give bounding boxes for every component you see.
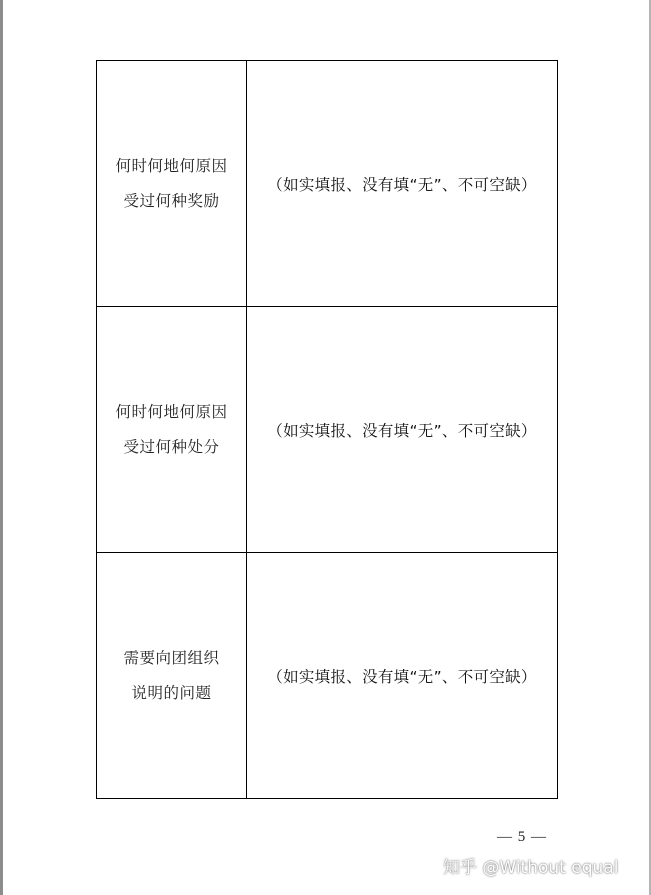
form-row-rewards <box>97 61 558 307</box>
field-label <box>97 395 246 465</box>
field-value-instruction: （如实填报、没有填“无”、不可空缺） <box>267 667 537 686</box>
field-label-cell <box>97 307 247 553</box>
field-label-line: 何时何地何原因 <box>115 156 228 175</box>
field-value-cell[interactable] <box>247 61 558 307</box>
page-number: — 5 — <box>497 829 547 845</box>
form-table <box>96 60 558 799</box>
field-value-instruction: （如实填报、没有填“无”、不可空缺） <box>267 421 537 440</box>
field-label <box>97 149 246 219</box>
field-value-instruction: （如实填报、没有填“无”、不可空缺） <box>267 175 537 194</box>
form-row-punishments <box>97 307 558 553</box>
page-edge-left <box>0 0 3 895</box>
field-value-cell[interactable] <box>247 553 558 799</box>
field-label-line: 受过何种处分 <box>123 437 220 456</box>
form-row-issues <box>97 553 558 799</box>
field-value-cell[interactable] <box>247 307 558 553</box>
field-label-line: 何时何地何原因 <box>115 402 228 421</box>
watermark: 知乎 @Without equal <box>443 858 619 878</box>
field-label-cell <box>97 553 247 799</box>
field-label-line: 需要向团组织 <box>123 648 220 667</box>
field-label-line: 说明的问题 <box>131 683 212 702</box>
field-label <box>97 641 246 711</box>
field-label-line: 受过何种奖励 <box>123 191 220 210</box>
field-label-cell <box>97 61 247 307</box>
